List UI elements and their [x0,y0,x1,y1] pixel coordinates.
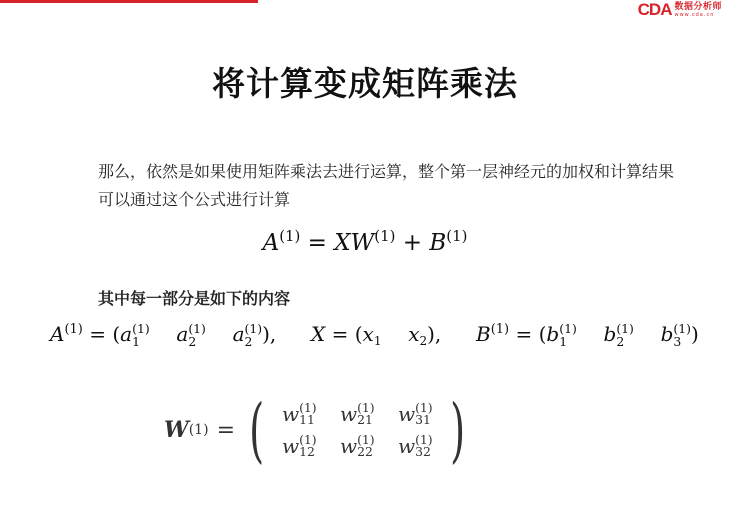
matrix-cell: w (1) 32 [397,431,433,459]
a-item-3-sup: (1) [244,321,263,337]
a-item-2-sup: (1) [188,321,206,337]
b-item-1-scripts [559,323,577,348]
b-item-2-sub: 2 [616,333,625,349]
close-paren-comma: ), [427,322,442,346]
b-item-2-sup: (1) [616,321,634,337]
matrix-cell: w (1) 21 [339,399,375,427]
equals-sign: = [216,417,235,443]
a-item-1-base: a [120,322,133,346]
matrix-left-paren: ( [249,389,265,471]
b-item-3-scripts [673,323,691,348]
formula-x: X [334,230,351,256]
matrix-cell: w (1) 12 [281,431,317,459]
x-item-2-sub: 2 [419,334,428,349]
b-item-2-base: b [603,322,617,346]
b-item-1-sup: (1) [559,321,577,337]
w-matrix-label: W [164,417,189,443]
formula-w-sup: (1) [374,227,396,246]
b-item-1-sub: 1 [559,333,568,349]
formula-b-sup: (1) [446,227,468,246]
formula-lhs-sup: (1) [279,227,301,246]
close-paren: ) [690,322,699,346]
formula-plus: + [402,230,423,256]
logo-text-group [674,3,722,18]
matrix-cell: w (1) 31 [397,399,433,427]
b-item-3-base: b [660,322,674,346]
b-item-3-sup: (1) [673,321,691,337]
b-item-1-base: b [546,322,560,346]
a-item-1-sup: (1) [132,321,150,337]
b-item-3-sub: 3 [673,333,682,349]
x-def-lhs: X [311,322,326,346]
top-accent-bar [0,0,258,3]
weight-matrix-formula: W (1) = ( w (1) 11 w (1) 21 w (1) 31 w (1) 12 w (1) 22 w (1) 32 ) [164,389,466,471]
equals-sign: = [89,322,106,346]
equals-sign: = [515,322,533,346]
x-item-2-base: x [408,322,420,346]
matrix-cell: w (1) 11 [281,399,317,427]
logo-mark: CDA [637,0,672,19]
logo-url: www.cda.cn [674,11,715,18]
slide-title: 将计算变成矩阵乘法 [212,64,518,103]
cda-logo [638,1,722,19]
equals-sign: = [331,322,349,346]
a-item-3-base: a [232,322,245,346]
slide-paragraph: 那么，依然是如果使用矩阵乘法去进行运算，整个第一层神经元的加权和计算结果可以通过这个公式进行计算 [98,162,675,209]
matrix-cell: w (1) 22 [339,431,375,459]
formula-b: B [429,230,447,256]
a-item-2-base: a [176,322,189,346]
a-item-2-scripts [188,323,206,348]
open-paren: ( [354,322,363,346]
a-def-lhs-sup: (1) [64,322,83,338]
a-item-3-scripts [245,323,263,348]
b-def-lhs: B [476,322,491,346]
weight-matrix [270,398,444,462]
open-paren: ( [112,322,121,346]
component-definitions [50,322,699,348]
main-formula [0,227,730,256]
a-item-1-sub: 1 [132,333,140,349]
close-paren-comma: ), [262,322,277,346]
logo-chinese-text: 数据分析师 [674,1,722,12]
formula-lhs: A [262,230,280,256]
formula-eq: = [307,230,327,256]
matrix-right-paren: ) [450,389,466,471]
x-item-1-base: x [362,322,374,346]
a-item-1-scripts [132,323,150,348]
formula-w: W [350,230,375,256]
b-def-lhs-sup: (1) [490,322,510,338]
x-item-1-sub: 1 [373,334,382,349]
open-paren: ( [538,322,547,346]
subheading: 其中每一部分是如下的内容 [98,289,291,308]
b-item-2-scripts [616,323,634,348]
a-item-2-sub: 2 [188,333,197,349]
a-def-lhs: A [50,322,65,346]
a-item-3-sub: 2 [244,333,253,349]
